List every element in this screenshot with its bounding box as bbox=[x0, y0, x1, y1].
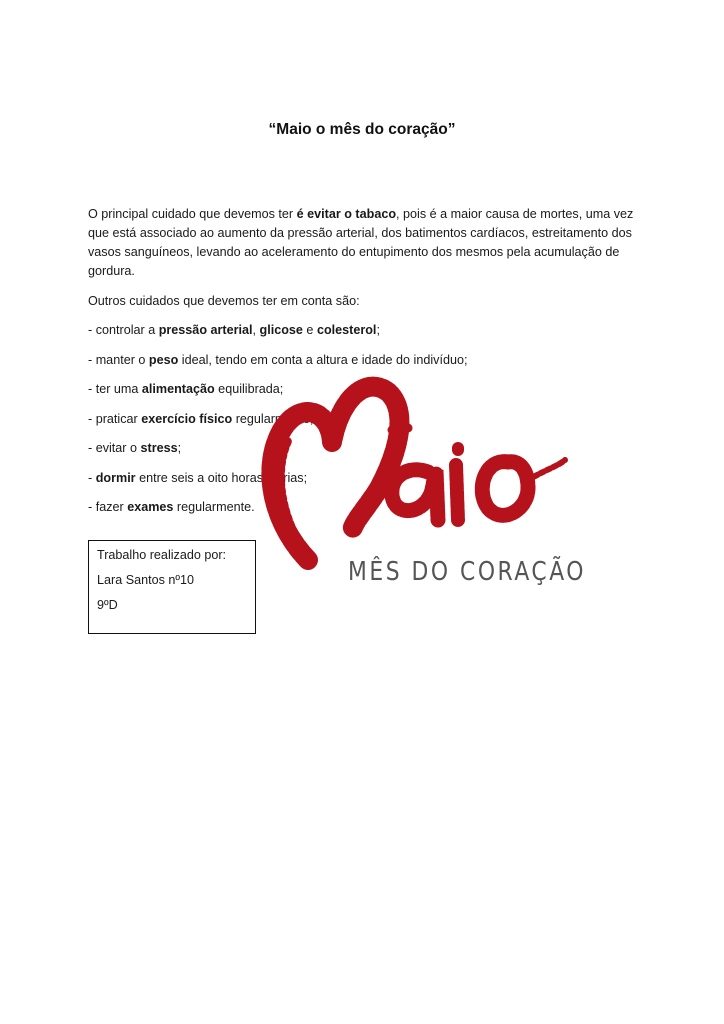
tip-text: - controlar a bbox=[88, 323, 159, 337]
tip-text: e bbox=[302, 323, 317, 337]
tip-text: - manter o bbox=[88, 352, 149, 367]
list-lead: Outros cuidados que devemos ter em conta são: bbox=[88, 294, 360, 308]
tip-text: entre seis a oito horas diárias; bbox=[135, 470, 308, 485]
credits-heading: Trabalho realizado por: bbox=[97, 548, 227, 562]
intro-text-1: O principal cuidado que devemos ter bbox=[88, 207, 297, 221]
tip-bold: peso bbox=[148, 352, 179, 367]
tip-bold: exercício físico bbox=[141, 411, 233, 426]
credits-author: Lara Santos nº10 bbox=[97, 573, 195, 587]
intro-text-2: , pois é a maior causa de mortes, uma vez que está associado ao aumento da pressão arterial, dos batimentos cardíacos, estreitamento dos vasos sanguíneos, levando ao aceleramento do entupimento dos mesmos pela acumulação de gordura. bbox=[88, 207, 634, 278]
tip-text: regularmente. bbox=[173, 500, 255, 514]
intro-paragraph bbox=[88, 205, 648, 281]
list-item bbox=[88, 411, 467, 441]
tip-bold: exames bbox=[127, 500, 174, 514]
tip-text: equilibrada; bbox=[214, 382, 284, 396]
tip-text: , bbox=[252, 323, 260, 337]
list-item bbox=[88, 352, 467, 382]
list-item bbox=[88, 440, 467, 470]
tip-text: ideal, tendo em conta a altura e idade do indivíduo; bbox=[178, 352, 468, 367]
tip-bold: stress bbox=[140, 441, 178, 455]
document-title: “Maio o mês do coração” bbox=[268, 121, 456, 138]
tip-bold: glicose bbox=[259, 323, 303, 337]
logo-subtitle: MÊS DO CORAÇÃO bbox=[348, 557, 632, 587]
tip-text: regularmente; bbox=[232, 411, 314, 426]
tip-text: - evitar o bbox=[88, 441, 141, 455]
tip-bold: alimentação bbox=[141, 382, 215, 396]
list-item bbox=[88, 499, 467, 529]
tip-bold: pressão arterial bbox=[158, 323, 253, 337]
intro-bold: é evitar o tabaco bbox=[296, 207, 397, 221]
tip-text: - bbox=[88, 470, 96, 485]
list-item bbox=[88, 381, 467, 411]
list-item bbox=[88, 470, 467, 500]
tip-text: ; bbox=[376, 323, 380, 337]
tip-text: - ter uma bbox=[88, 382, 142, 396]
list-item bbox=[88, 322, 467, 352]
tip-text: - fazer bbox=[88, 500, 128, 514]
tip-text: - praticar bbox=[88, 411, 142, 426]
care-tips-list bbox=[88, 322, 467, 529]
tip-text: ; bbox=[177, 441, 182, 455]
tip-bold: dormir bbox=[95, 470, 136, 485]
credits-box bbox=[88, 540, 256, 634]
tip-bold: colesterol bbox=[316, 323, 377, 337]
credits-class: 9ºD bbox=[97, 598, 118, 612]
